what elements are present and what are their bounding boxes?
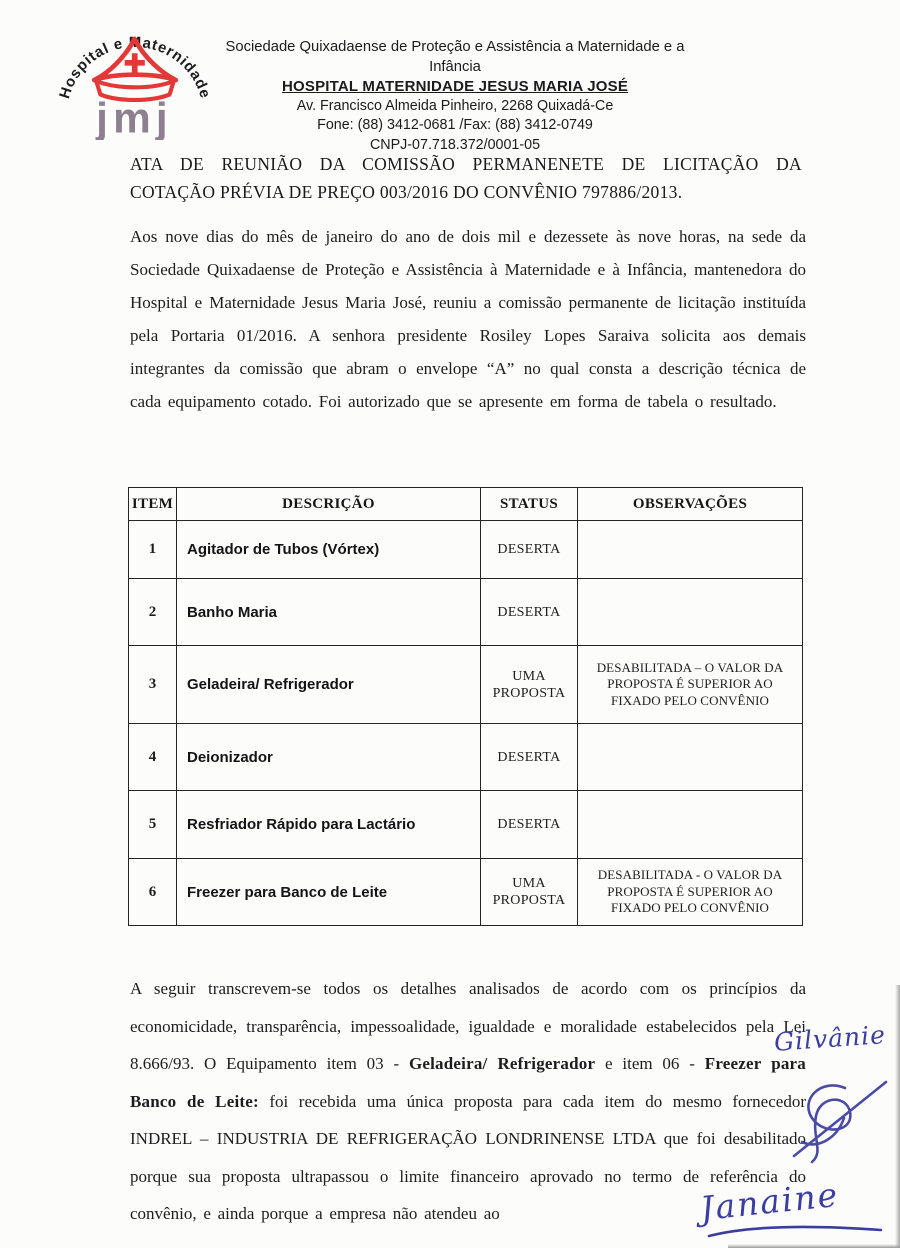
row-3-observacoes: DESABILITADA – O VALOR DA PROPOSTA É SUPERIOR AO FIXADO PELO CONVÊNIO [578, 646, 803, 724]
scan-edge-right [895, 985, 900, 1248]
header-cnpj: CNPJ-07.718.372/0001-05 [369, 136, 541, 153]
signature-janaine: Janaine [698, 1174, 841, 1229]
header-hospital-name: HOSPITAL MATERNIDADE JESUS MARIA JOSÉ [281, 78, 629, 95]
row-4-item: 4 [129, 724, 177, 791]
row-5-observacoes [578, 791, 803, 859]
row-5-descricao: Resfriador Rápido para Lactário [177, 791, 481, 859]
document-title [130, 150, 802, 206]
results-table [128, 487, 803, 926]
col-header-descricao: DESCRIÇÃO [177, 488, 481, 521]
signature-gilvanie: Gilvânie [773, 1020, 887, 1057]
table-row [129, 646, 803, 724]
table-row [129, 724, 803, 791]
row-1-descricao: Agitador de Tubos (Vórtex) [177, 521, 481, 579]
table-header-row [129, 488, 803, 521]
col-header-status: STATUS [481, 488, 578, 521]
row-6-observacoes: DESABILITADA - O VALOR DA PROPOSTA É SUPERIOR AO FIXADO PELO CONVÊNIO [578, 859, 803, 926]
row-2-status: DESERTA [481, 579, 578, 646]
logo-arc-text: Hospital e Maternidade [56, 34, 214, 101]
table-row [129, 521, 803, 579]
row-6-status: UMA PROPOSTA [481, 859, 578, 926]
row-1-item: 1 [129, 521, 177, 579]
signature-flourish-stroke [705, 1216, 885, 1242]
row-5-status: DESERTA [481, 791, 578, 859]
row-3-item: 3 [129, 646, 177, 724]
row-6-item: 6 [129, 859, 177, 926]
row-4-descricao: Deionizador [177, 724, 481, 791]
header-organization: Sociedade Quixadaense de Proteção e Assistência a Maternidade e a Infância [225, 39, 685, 75]
row-5-item: 5 [129, 791, 177, 859]
letterhead [200, 38, 710, 155]
scan-edge-bottom [728, 1244, 900, 1248]
document-title-line2: COTAÇÃO PRÉVIA DE PREÇO 003/2016 DO CONVÊNIO 797886/2013. [130, 182, 683, 202]
header-address: Av. Francisco Almeida Pinheiro, 2268 Quixadá-Ce [296, 97, 614, 114]
row-4-status: DESERTA [481, 724, 578, 791]
hospital-logo [55, 14, 215, 140]
col-header-item: ITEM [129, 488, 177, 521]
row-4-observacoes [578, 724, 803, 791]
row-1-status: DESERTA [481, 521, 578, 579]
logo-monogram: jmj [96, 94, 173, 140]
table-row [129, 791, 803, 859]
document-title-line1: ATA DE REUNIÃO DA COMISSÃO PERMANENETE DE LICITAÇÃO DA [130, 154, 802, 174]
row-2-descricao: Banho Maria [177, 579, 481, 646]
row-2-observacoes [578, 579, 803, 646]
col-header-observacoes: OBSERVAÇÕES [578, 488, 803, 521]
header-phone-fax: Fone: (88) 3412-0681 /Fax: (88) 3412-0749 [317, 117, 593, 133]
table-row [129, 859, 803, 926]
cross-icon [125, 53, 145, 73]
row-3-status: UMA PROPOSTA [481, 646, 578, 724]
row-6-descricao: Freezer para Banco de Leite [177, 859, 481, 926]
opening-paragraph: Aos nove dias do mês de janeiro do ano de dois mil e dezessete às nove horas, na sede da Sociedade Quixadaense de Proteção e Assistência à Maternidade e à Infância, mantenedora do Hospital e Maternidade Jesus Maria José, reuniu a comissão permanente de licitação instituída pela Portaria 01/2016. A senhora presidente Rosiley Lopes Saraiva solicita aos demais integrantes da comissão que abram o envelope “A” no qual consta a descrição técnica de cada equipamento cotado. Foi autorizado que se apresente em forma de tabela o resultado. [130, 227, 806, 411]
closing-paragraph: A seguir transcrevem-se todos os detalhes analisados de acordo com os princípios da economicidade, transparência, impessoalidade, igualdade e moralidade estabelecidos pela Lei 8.666/93. O Equipamento item 03 - Geladeira/ Refrigerador e item 06 - Freezer para Banco de Leite: foi recebida uma única proposta para cada item do mesmo fornecedor INDREL – INDUSTRIA DE REFRIGERAÇÃO LONDRINENSE LTDA que foi desabilitado porque sua proposta ultrapassou o limite financeiro aprovado no termo de referência do convênio, e ainda porque a empresa não atendeu ao [130, 979, 806, 1223]
row-2-item: 2 [129, 579, 177, 646]
row-3-descricao: Geladeira/ Refrigerador [177, 646, 481, 724]
signature-initials-scribble [790, 1076, 890, 1168]
row-1-observacoes [578, 521, 803, 579]
jmj-logo-icon [55, 14, 215, 140]
table-row [129, 579, 803, 646]
